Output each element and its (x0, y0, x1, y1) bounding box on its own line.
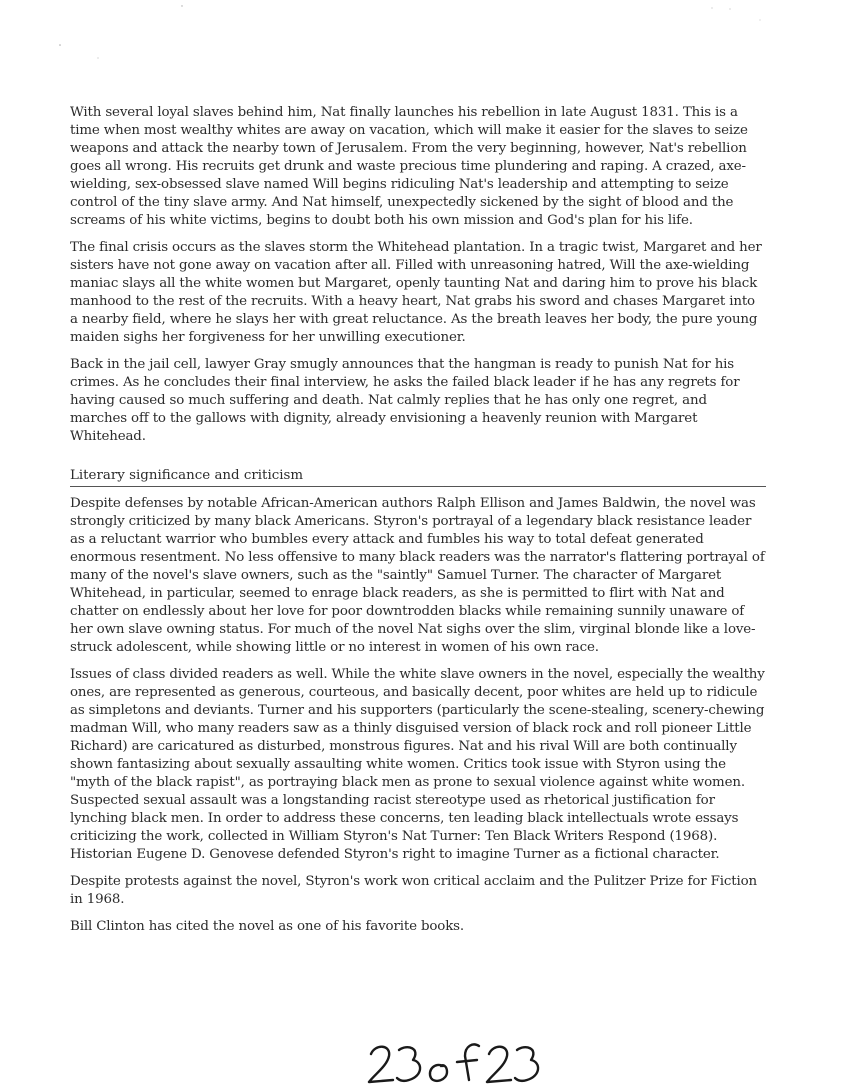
paragraph-pulitzer: Despite protests against the novel, Styron's work won critical acclaim and the Pulitzer Prize for Fiction in 1968. (70, 874, 757, 907)
section-heading: Literary significance and criticism (70, 468, 304, 483)
handwritten-page-number (365, 1036, 555, 1086)
paragraph-class-issues: Issues of class divided readers as well. While the white slave owners in the novel, especially the wealthy ones, are represented as generous, courteous, and basically decent, poor whites are held up to ridicule as simpletons and deviants. Turner and his supporters (particularly the scene-stealing, scenery-chewing madman Will, who many readers saw as a thinly disguised version of black rock and roll pioneer Little Richard) are caricatured as disturbed, monstrous figures. Nat and his rival Will are both continually shown fantasizing about sexually assaulting white women. Critics took issue with Styron using the "myth of the black rapist", as portraying black men as prone to sexual violence against white women. Suspected sexual assault was a longstanding racist stereotype used as rhetorical justification for lynching black men. In order to address these concerns, ten leading black intellectuals wrote essays criticizing the work, collected in William Styron's Nat Turner: Ten Black Writers Respond (1968). Historian Eugene D. Genovese defended Styron's right to imagine Turner as a fictional character. (70, 667, 765, 862)
paragraph-criticism: Despite defenses by notable African-American authors Ralph Ellison and James Baldwin, the novel was strongly criticized by many black Americans. Styron's portrayal of a legendary black resistance leader as a reluctant warrior who bumbles every attack and fumbles his way to total defeat generated enormous resentment. No less offensive to many black readers was the narrator's flattering portrayal of many of the novel's slave owners, such as the "saintly" Samuel Turner. The character of Margaret Whitehead, in particular, seemed to enrage black readers, as she is permitted to flirt with Nat and chatter on endlessly about her love for poor downtrodden blacks while remaining sunnily unaware of her own slave owning status. For much of the novel Nat sighs over the slim, virginal blonde like a love-struck adolescent, while showing little or no interest in women of his own race. (70, 496, 765, 655)
section-heading-rule (70, 467, 766, 487)
paragraph-rebellion: With several loyal slaves behind him, Nat finally launches his rebellion in late August 1831. This is a time when most wealthy whites are away on vacation, which will make it easier for the slaves to seize weapons and attack the nearby town of Jerusalem. From the very beginning, however, Nat's rebellion goes all wrong. His recruits get drunk and waste precious time plundering and raping. A crazed, axe-wielding, sex-obsessed slave named Will begins ridiculing Nat's leadership and attempting to seize control of the tiny slave army. And Nat himself, unexpectedly sickened by the sight of blood and the screams of his white victims, begins to doubt both his own mission and God's plan for his life. (70, 105, 748, 228)
document-body (70, 104, 766, 945)
paragraph-jail-cell: Back in the jail cell, lawyer Gray smugly announces that the hangman is ready to punish Nat for his crimes. As he concludes their final interview, he asks the failed black leader if he has any regrets for having caused so much suffering and death. Nat calmly replies that he has only one regret, and marches off to the gallows with dignity, already envisioning a heavenly reunion with Margaret Whitehead. (70, 357, 740, 444)
page-number-handwriting (365, 1036, 555, 1086)
paragraph-final-crisis: The final crisis occurs as the slaves storm the Whitehead plantation. In a tragic twist, Margaret and her sisters have not gone away on vacation after all. Filled with unreasoning hatred, Will the axe-wielding maniac slays all the white women but Margaret, openly taunting Nat and daring him to prove his black manhood to the rest of the recruits. With a heavy heart, Nat grabs his sword and chases Margaret into a nearby field, where he slays her with great reluctance. As the breath leaves her body, the pure young maiden sighs her forgiveness for her unwilling executioner. (70, 240, 762, 345)
paragraph-clinton: Bill Clinton has cited the novel as one of his favorite books. (70, 919, 464, 934)
